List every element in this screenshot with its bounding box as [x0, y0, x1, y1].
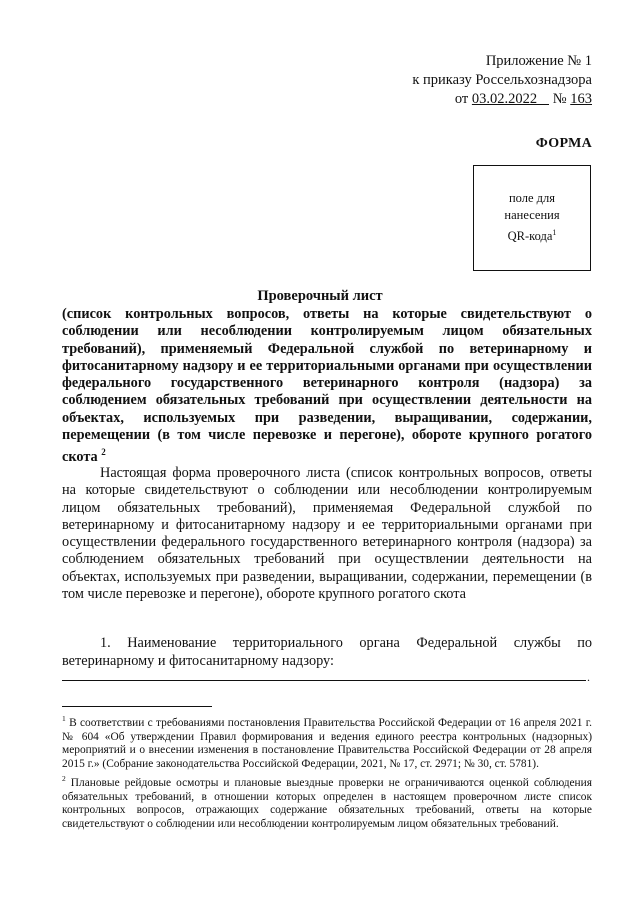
footnote-2-mark: 2 — [62, 773, 66, 783]
order-date-prefix: от — [454, 91, 469, 107]
qr-field-line-3 — [504, 224, 559, 245]
subtitle-text: (список контрольных вопросов, ответы на которые свидетельствуют о соблюдении или несоблюдении контролируемым лицом обязательных требований), применяемый Федеральной службой по ветеринарному и фитосанитарному надзору и ее территориальными органами при осуществлении федерального государственного ветеринарного контроля (надзора) за соблюдением обязательных требований при осуществлении деятельности на объектах, используемых при разведении, выращивании, содержании, перемещении (в том числе перевозке и перегоне), обороте крупного рогатого скота — [62, 306, 592, 466]
order-number: 163 — [570, 91, 592, 107]
checklist-item-1: 1. Наименование территориального органа Федеральной службы по ветеринарному и фитосанитарному надзору: — [62, 635, 592, 669]
qr-field-label: QR-кода — [507, 229, 553, 244]
appendix-order-ref: к приказу Россельхознадзора — [412, 72, 592, 88]
order-date: 03.02.2022 — [471, 91, 538, 107]
footnote-1 — [62, 712, 592, 772]
footnote-separator — [62, 706, 212, 707]
appendix-header — [412, 52, 592, 109]
footnote-1-mark: 1 — [62, 714, 66, 723]
qr-field-footnote-mark: 1 — [552, 228, 557, 238]
subtitle-footnote-mark: 2 — [101, 447, 106, 458]
qr-code-field-box — [473, 165, 591, 271]
document-title: Проверочный лист — [257, 288, 383, 304]
form-label: ФОРМА — [535, 136, 592, 151]
item-1-answer-end: . — [587, 670, 590, 684]
qr-field-line-1: поле для — [508, 191, 556, 206]
document-subtitle — [62, 306, 592, 466]
footnote-1-text: В соответствии с требованиями постановления Правительства Российской Федерации от 16 апреля 2021 г. № 604 «Об утверждении Правил формирования и ведения единого реестра контрольных (надзорных) мероприятий и о внесении изменения в постановление Правительства Российской Федерации от 28 апреля 2015 г.» (Собрание законодательства Российской Федерации, 2021, № 17, ст. 2971; № 30, ст. 5781). — [62, 716, 592, 771]
appendix-order-date-line — [412, 90, 592, 109]
appendix-title: Приложение № 1 — [485, 53, 592, 69]
footnote-2-text: Плановые рейдовые осмотры и плановые выездные проверки не ограничиваются оценкой соблюдения обязательных требований, в отношении которых определен в настоящем проверочном листе список контрольных вопросов, отражающих содержание обязательных требований, ответы на которые свидетельствуют о соблюдении или несоблюдении контролируемым лицом обязательных требований. — [62, 776, 592, 831]
footnotes — [62, 712, 592, 832]
qr-code-field-text — [504, 190, 559, 245]
qr-field-line-2: нанесения — [504, 208, 560, 223]
footnote-2 — [62, 772, 592, 832]
order-date-underline-gap — [537, 90, 549, 105]
order-number-sign: № — [552, 91, 567, 107]
intro-paragraph: Настоящая форма проверочного листа (список контрольных вопросов, ответы на которые свидетельствуют о соблюдении или несоблюдении контролируемым лицом обязательных требований), применяемая Федеральной службой по ветеринарному и фитосанитарному надзору и ее территориальными органами при осуществлении федерального государственного ветеринарного контроля (надзора) за соблюдением обязательных требований при осуществлении деятельности на объектах, используемых при разведении, выращивании, содержании, перемещении (в том числе перевозке и перегоне), обороте крупного рогатого скота — [62, 465, 592, 603]
item-1-answer-field — [62, 680, 586, 681]
